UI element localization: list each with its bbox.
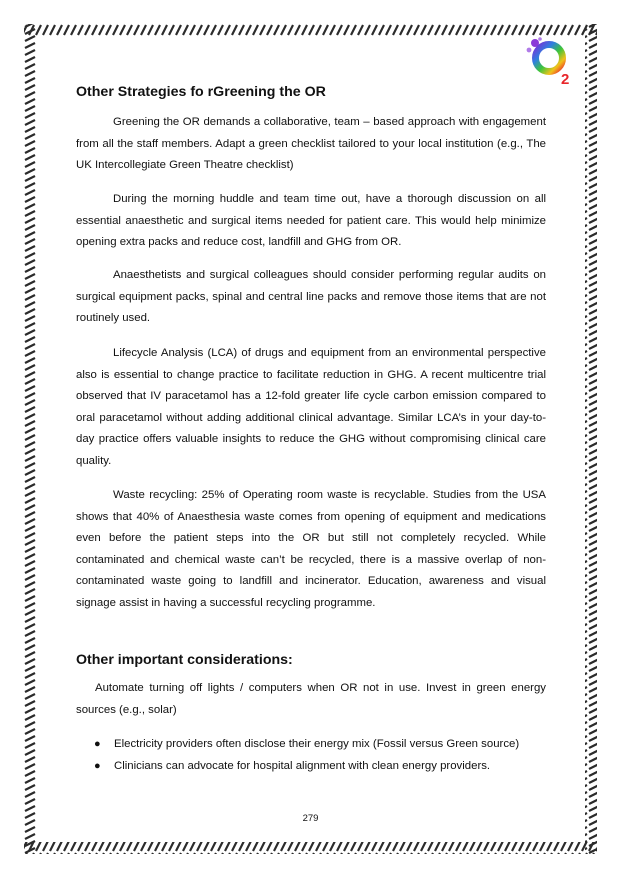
- list-item-text: Electricity providers often disclose their energy mix (Fossil versus Green source): [114, 738, 520, 750]
- bullet-list: [76, 734, 546, 777]
- list-item: [76, 734, 546, 756]
- o2-logo: [524, 36, 578, 88]
- section-heading-greening: Other Strategies fo rGreening the OR: [76, 84, 326, 100]
- bullet-icon: ●: [94, 759, 101, 772]
- section-heading-considerations: Other important considerations:: [76, 652, 293, 668]
- bullet-icon: ●: [94, 738, 101, 750]
- paragraph-3: Anaesthetists and surgical colleagues should consider performing regular audits on surgical equipment packs, spinal and central line packs and remove those items that are not routinely used.: [76, 269, 546, 324]
- paragraph-1: Greening the OR demands a collaborative, team – based approach with engagement from all the staff members. Adapt a green checklist tailored to your local institution (e.g., The UK Intercollegiate Green Theatre checklist): [76, 116, 546, 171]
- page-number: 279: [302, 813, 319, 824]
- list-item-text: Clinicians can advocate for hospital alignment with clean energy providers.: [114, 759, 491, 772]
- paragraph-considerations: Automate turning off lights / computers when OR not in use. Invest in green energy sources (e.g., solar): [76, 682, 546, 716]
- paragraph-2: During the morning huddle and team time out, have a thorough discussion on all essential anaesthetic and surgical items needed for patient care. This would help minimize opening extra packs and reduce cost, landfill and GHG from OR.: [76, 193, 546, 248]
- list-item: [76, 756, 546, 778]
- paragraph-5: Waste recycling: 25% of Operating room waste is recyclable. Studies from the USA shows that 40% of Anaesthesia waste comes from opening of equipment and medications even before the patient steps into the OR but still not completely recycled. While contaminated and chemical waste can’t be recycled, there is a massive overlap of non-contaminated waste going to landfill and incinerator. Education, awareness and visual signage assist in having a successful recycling programme.: [76, 489, 546, 609]
- logo-subscript: 2: [561, 71, 570, 88]
- paragraph-4: Lifecycle Analysis (LCA) of drugs and equipment from an environmental perspective also is essential to change practice to facilitate reduction in GHG. A recent multicentre trial observed that IV paracetamol has a 12-fold greater life cycle carbon emission compared to oral paracetamol without adding additional clinical advantage. Similar LCA’s in your day-to-day practice offers valuable insights to reduce the GHG without compromising clinical care quality.: [76, 347, 546, 467]
